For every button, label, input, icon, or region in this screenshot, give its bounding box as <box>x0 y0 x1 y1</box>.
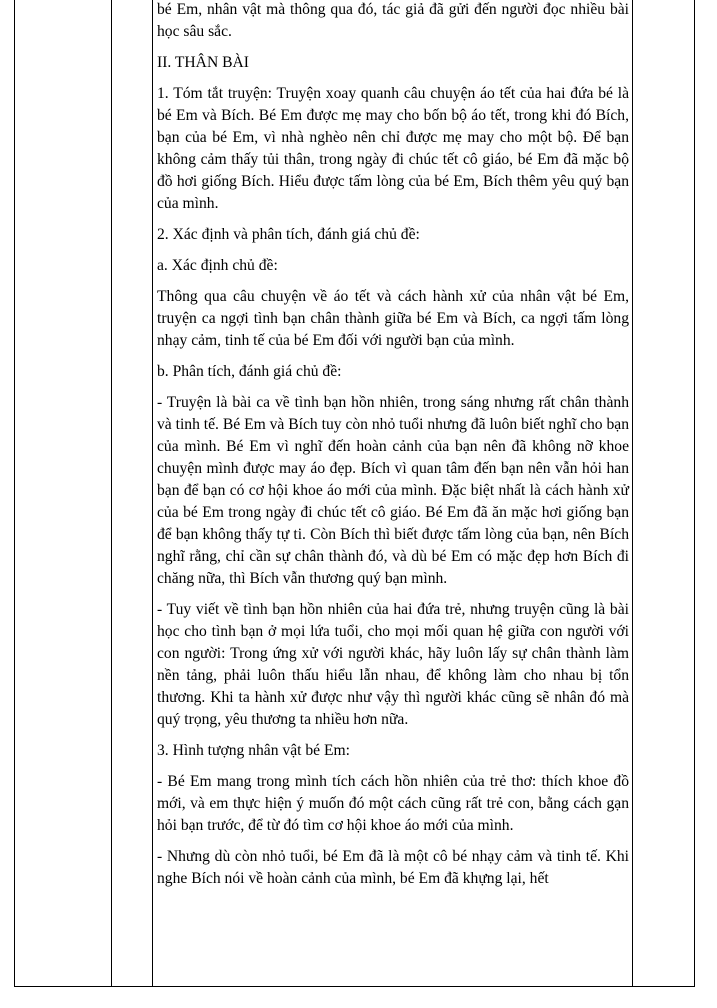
paragraph-theme-identify: Thông qua câu chuyện về áo tết và cách hành xử của nhân vật bé Em, truyện ca ngợi tình bạn chân thành giữa bé Em và Bích, ca ngợi tấm lòng nhạy cảm, tinh tế của bé Em đối với người bạn của mình. <box>157 288 629 349</box>
paragraph-character-heading: 3. Hình tượng nhân vật bé Em: <box>157 742 350 759</box>
paragraph-character-2: - Nhưng dù còn nhỏ tuổi, bé Em đã là một cô bé nhạy cảm và tinh tế. Khi nghe Bích nói về hoàn cảnh của mình, bé Em đã khựng lại, hết <box>157 848 629 887</box>
column-divider-2 <box>152 0 153 986</box>
column-divider-3 <box>632 0 633 986</box>
paragraph-intro-end: bé Em, nhân vật mà thông qua đó, tác giả đã gửi đến người đọc nhiều bài học sâu sắc. <box>157 1 629 40</box>
paragraph-theme-heading: 2. Xác định và phân tích, đánh giá chủ đề: <box>157 226 420 243</box>
paragraph-theme-analysis-heading: b. Phân tích, đánh giá chủ đề: <box>157 363 342 380</box>
paragraph-theme-identify-heading: a. Xác định chủ đề: <box>157 257 278 274</box>
paragraph-theme-analysis-1: - Truyện là bài ca về tình bạn hồn nhiên, trong sáng nhưng rất chân thành và tinh tế. Bé Em và Bích tuy còn nhỏ tuổi nhưng đã luôn biết nghĩ cho bạn của mình. Bé Em vì nghĩ đến hoàn cảnh của bạn nên đã không nỡ khoe chuyện mình được may áo đẹp. Bích vì quan tâm đến bạn nên vẫn hỏi han bạn để bạn có cơ hội khoe áo mới của mình. Đặc biệt nhất là cách hành xử của bé Em trong ngày đi chúc tết cô giáo. Bé Em đã ăn mặc hơi giống bạn để bạn không thấy tự ti. Còn Bích thì biết được tấm lòng của bạn, nên Bích nghĩ rằng, chỉ cần sự chân thành đó, và dù bé Em có mặc đẹp hơn Bích đi chăng nữa, thì Bích vẫn thương quý bạn mình. <box>157 394 629 587</box>
paragraph-character-1: - Bé Em mang trong mình tích cách hồn nhiên của trẻ thơ: thích khoe đồ mới, và em thực hiện ý muốn đó một cách cũng rất trẻ con, bằng cách gạn hỏi bạn trước, để từ đó tìm cơ hội khoe áo mới của mình. <box>157 773 629 834</box>
document-body <box>157 0 629 890</box>
column-divider-1 <box>111 0 112 986</box>
paragraph-theme-analysis-2: - Tuy viết về tình bạn hồn nhiên của hai đứa trẻ, nhưng truyện cũng là bài học cho tình bạn ở mọi lứa tuổi, cho mọi mối quan hệ giữa con người với con người: Trong ứng xử với người khác, hãy luôn lấy sự chân thành làm nền tảng, phải luôn thấu hiểu lẫn nhau, để không làm cho nhau bị tổn thương. Khi ta hành xử được như vậy thì người khác cũng sẽ nhân đó mà quý trọng, yêu thương ta nhiều hơn nữa. <box>157 601 629 728</box>
section-heading-body: II. THÂN BÀI <box>157 54 249 71</box>
paragraph-summary: 1. Tóm tắt truyện: Truyện xoay quanh câu chuyện áo tết của hai đứa bé là bé Em và Bích. Bé Em được mẹ may cho bốn bộ áo tết, trong khi đó Bích, bạn của bé Em, vì nhà nghèo nên chỉ được mẹ may cho một bộ. Để bạn không cảm thấy tủi thân, trong ngày đi chúc tết cô giáo, bé Em đã mặc bộ đồ hơi giống Bích. Hiểu được tấm lòng của bé Em, Bích thêm yêu quý bạn của mình. <box>157 85 629 212</box>
